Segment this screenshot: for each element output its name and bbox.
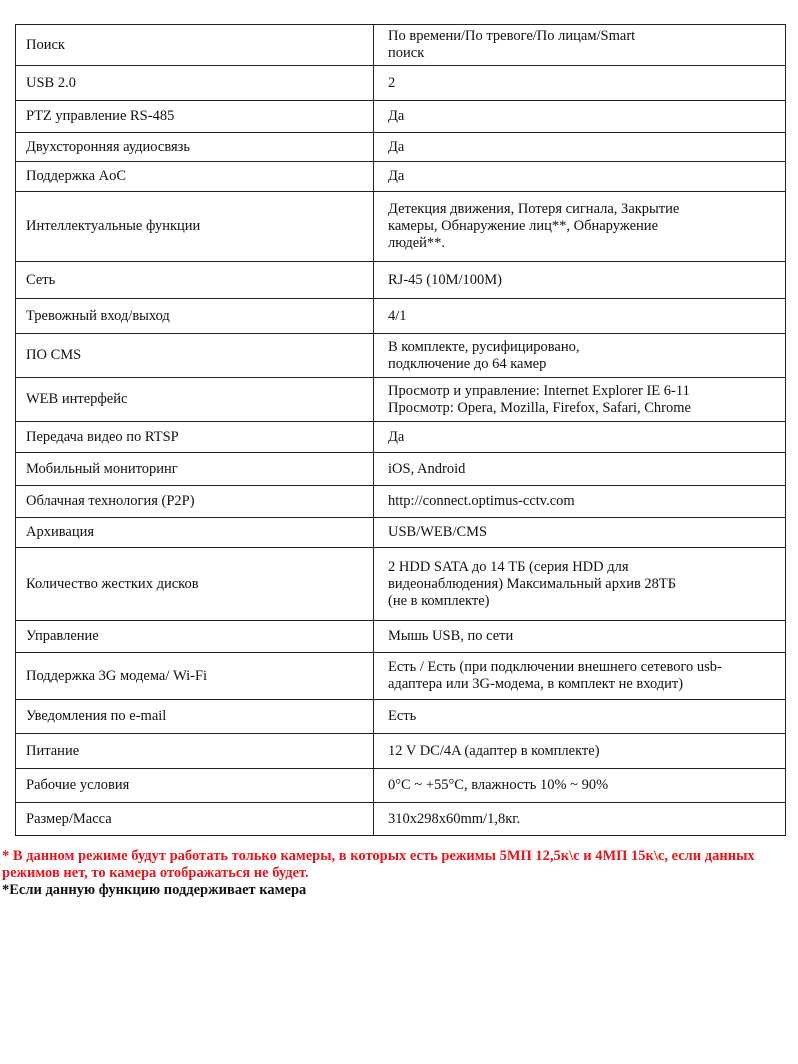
param-cell: Размер/Масса bbox=[16, 803, 374, 836]
table-row bbox=[16, 518, 786, 548]
param-cell: Поддержка AoC bbox=[16, 162, 374, 192]
param-cell: Поддержка 3G модема/ Wi-Fi bbox=[16, 653, 374, 700]
value-cell: Есть bbox=[374, 700, 786, 734]
spec-table-body bbox=[16, 25, 786, 836]
table-row bbox=[16, 734, 786, 769]
param-cell: Тревожный вход/выход bbox=[16, 299, 374, 334]
table-row bbox=[16, 25, 786, 66]
table-row bbox=[16, 548, 786, 621]
table-row bbox=[16, 653, 786, 700]
value-cell: Да bbox=[374, 101, 786, 133]
table-row bbox=[16, 101, 786, 133]
value-cell: 310x298x60mm/1,8кг. bbox=[374, 803, 786, 836]
spec-table bbox=[15, 24, 786, 836]
param-cell: Передача видео по RTSP bbox=[16, 422, 374, 453]
param-cell: Рабочие условия bbox=[16, 769, 374, 803]
value-cell: По времени/По тревоге/По лицам/Smart поиск bbox=[374, 25, 786, 66]
table-row bbox=[16, 453, 786, 486]
value-cell: Да bbox=[374, 422, 786, 453]
table-row bbox=[16, 422, 786, 453]
param-cell: Сеть bbox=[16, 262, 374, 299]
param-cell: WEB интерфейс bbox=[16, 378, 374, 422]
value-cell: 2 HDD SATA до 14 ТБ (серия HDD для видеонаблюдения) Максимальный архив 28ТБ (не в комплекте) bbox=[374, 548, 786, 621]
param-cell: ПО CMS bbox=[16, 334, 374, 378]
value-cell: 12 V DC/4A (адаптер в комплекте) bbox=[374, 734, 786, 769]
value-cell: Мышь USB, по сети bbox=[374, 621, 786, 653]
table-row bbox=[16, 192, 786, 262]
table-row bbox=[16, 621, 786, 653]
footnote-black: *Если данную функцию поддерживает камера bbox=[2, 882, 307, 898]
param-cell: USB 2.0 bbox=[16, 66, 374, 101]
param-cell: Облачная технология (P2P) bbox=[16, 486, 374, 518]
value-cell: 2 bbox=[374, 66, 786, 101]
value-cell: Есть / Есть (при подключении внешнего сетевого usb- адаптера или 3G-модема, в комплект не входит) bbox=[374, 653, 786, 700]
table-row bbox=[16, 299, 786, 334]
value-cell: 0°C ~ +55°C, влажность 10% ~ 90% bbox=[374, 769, 786, 803]
value-cell: USB/WEB/CMS bbox=[374, 518, 786, 548]
table-row bbox=[16, 803, 786, 836]
value-cell: 4/1 bbox=[374, 299, 786, 334]
value-cell: RJ-45 (10M/100M) bbox=[374, 262, 786, 299]
param-cell: Двухсторонняя аудиосвязь bbox=[16, 133, 374, 162]
param-cell: Питание bbox=[16, 734, 374, 769]
table-row bbox=[16, 769, 786, 803]
param-cell: Архивация bbox=[16, 518, 374, 548]
table-row bbox=[16, 486, 786, 518]
param-cell: Управление bbox=[16, 621, 374, 653]
param-cell: Интеллектуальные функции bbox=[16, 192, 374, 262]
value-cell: iOS, Android bbox=[374, 453, 786, 486]
table-row bbox=[16, 334, 786, 378]
param-cell: Количество жестких дисков bbox=[16, 548, 374, 621]
footnotes bbox=[2, 848, 792, 899]
param-cell: PTZ управление RS-485 bbox=[16, 101, 374, 133]
value-cell: Да bbox=[374, 133, 786, 162]
table-row bbox=[16, 66, 786, 101]
table-row bbox=[16, 378, 786, 422]
param-cell: Уведомления по e-mail bbox=[16, 700, 374, 734]
table-row bbox=[16, 262, 786, 299]
table-row bbox=[16, 700, 786, 734]
value-cell: В комплекте, русифицировано, подключение до 64 камер bbox=[374, 334, 786, 378]
param-cell: Поиск bbox=[16, 25, 374, 66]
value-cell: Детекция движения, Потеря сигнала, Закрытие камеры, Обнаружение лиц**, Обнаружение людей**. bbox=[374, 192, 786, 262]
table-row bbox=[16, 162, 786, 192]
footnote-red: * В данном режиме будут работать только камеры, в которых есть режимы 5МП 12,5к\с и 4МП 15к\с, если данных режимов нет, то камера отображаться не будет. bbox=[2, 848, 755, 881]
value-cell: Да bbox=[374, 162, 786, 192]
param-cell: Мобильный мониторинг bbox=[16, 453, 374, 486]
value-cell: http://connect.optimus-cctv.com bbox=[374, 486, 786, 518]
table-row bbox=[16, 133, 786, 162]
value-cell: Просмотр и управление: Internet Explorer IE 6-11 Просмотр: Opera, Mozilla, Firefox, Safari, Chrome bbox=[374, 378, 786, 422]
